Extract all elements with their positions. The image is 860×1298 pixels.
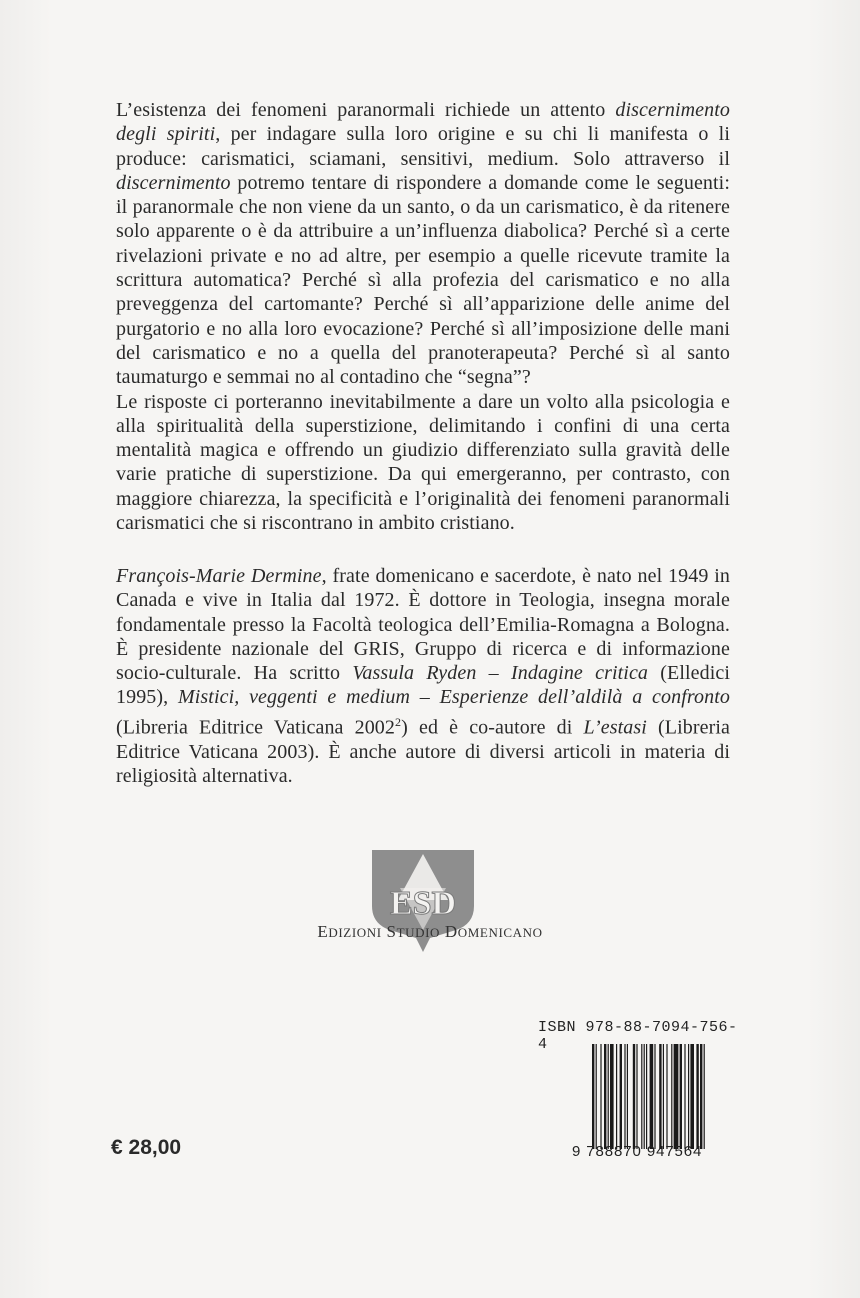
barcode-bar — [624, 1044, 625, 1149]
barcode-bar — [633, 1044, 635, 1149]
isbn-number: ISBN 978-88-7094-756-4 — [538, 1019, 738, 1053]
barcode-bar — [604, 1044, 606, 1149]
barcode-bar — [671, 1044, 672, 1149]
barcode-bar — [592, 1044, 594, 1149]
book-title: Vassula Ryden – Indagine critica — [352, 662, 649, 685]
barcode-bar — [610, 1044, 614, 1149]
barcode-bar — [696, 1044, 698, 1149]
barcode-bar — [690, 1044, 694, 1149]
publisher-name: EDIZIONI STUDIO DOMENICANO — [317, 922, 543, 941]
barcode-bar — [704, 1044, 705, 1149]
price-label: € 28,00 — [111, 1136, 182, 1159]
barcode-bar — [688, 1044, 689, 1149]
svg-text:ESD: ESD — [389, 885, 457, 922]
barcode-bar — [680, 1044, 682, 1149]
author-bio — [116, 564, 730, 788]
blurb-paragraph-1: L’esistenza dei fenomeni paranormali richiede un attento discernimento degli spiriti, per indagare sulla loro origine e su chi li manifesta o li produce: carismatici, sciamani, sensitivi, medium. Solo attraverso il discernimento potremo tentare di rispondere a domande come le seguenti: il paranormale che non viene da un santo, o da un carismatico, è da ritenere solo apparente o è da attribuire a un’influenza diabolica? Perché sì a certe rivelazioni private e no ad altre, per esempio a quelle ricevute tramite la scrittura automatica? Perché sì alla profezia del carismatico e no alla preveggenza del cartomante? Perché sì all’apparizione delle anime del purgatorio e no alla loro evocazione? Perché sì all’imposizione delle mani del carismatico e no a quella del pranoterapeuta? Perché sì al santo taumaturgo e semmai no al contadino che “segna”? — [116, 99, 730, 389]
barcode-icon — [590, 1044, 730, 1149]
barcode-bar — [646, 1044, 647, 1149]
book-title: L’estasi — [583, 716, 647, 739]
author-name: François-Marie Dermine — [116, 565, 322, 587]
barcode-bar — [674, 1044, 679, 1149]
barcode-bar — [616, 1044, 617, 1149]
barcode-bar — [627, 1044, 628, 1149]
barcode-bar — [663, 1044, 664, 1149]
barcode-bar — [636, 1044, 637, 1149]
barcode-bar — [700, 1044, 702, 1149]
barcode-bar — [620, 1044, 622, 1149]
barcode-bar — [659, 1044, 661, 1149]
barcode-bar — [596, 1044, 597, 1149]
barcode-bar — [608, 1044, 609, 1149]
barcode-bar — [654, 1044, 655, 1149]
barcode-digits: 9 788870 947564 — [572, 1143, 703, 1160]
author-bio-paragraph: François-Marie Dermine, frate domenicano e sacerdote, è nato nel 1949 in Canada e vive in Italia dal 1972. È dottore in Teologia, insegna morale fondamentale presso la Facoltà teologica dell’Emilia-Romagna a Bologna. È presidente nazionale del GRIS, Gruppo di ricerca e di informazione socio-culturale. Ha scritto Vassula Ryden – Indagine critica (Elledici 1995), Mistici, veggenti e medium – Esperienze dell’aldilà a confronto (Libreria Editrice Vaticana 2002$^2$) ed è co-autore di L’estasi (Libreria Editrice Vaticana 2003). È anche autore di diversi articoli in materia di religiosità alternativa. — [116, 565, 731, 788]
barcode-bar — [650, 1044, 654, 1149]
barcode-bar — [600, 1044, 601, 1149]
barcode-bar — [644, 1044, 645, 1149]
book-title: Mistici, veggenti e medium – Esperienze dell’aldilà a confronto — [178, 686, 730, 709]
blurb-paragraph-2: Le risposte ci porteranno inevitabilmente a dare un volto alla psicologia e alla spiritualità della superstizione, delimitando i confini di una certa mentalità magica e offrendo un giudizio differenziato sulla gravità delle varie pratiche di superstizione. Da qui emergeranno, per contrasto, con maggiore chiarezza, la specificità e l’originalità dei fenomeni paranormali carismatici che si riscontrano in ambito cristiano. — [116, 390, 730, 535]
barcode-bar — [666, 1044, 667, 1149]
barcode-bar — [684, 1044, 685, 1149]
blurb-text — [116, 98, 730, 535]
barcode-bar — [641, 1044, 642, 1149]
